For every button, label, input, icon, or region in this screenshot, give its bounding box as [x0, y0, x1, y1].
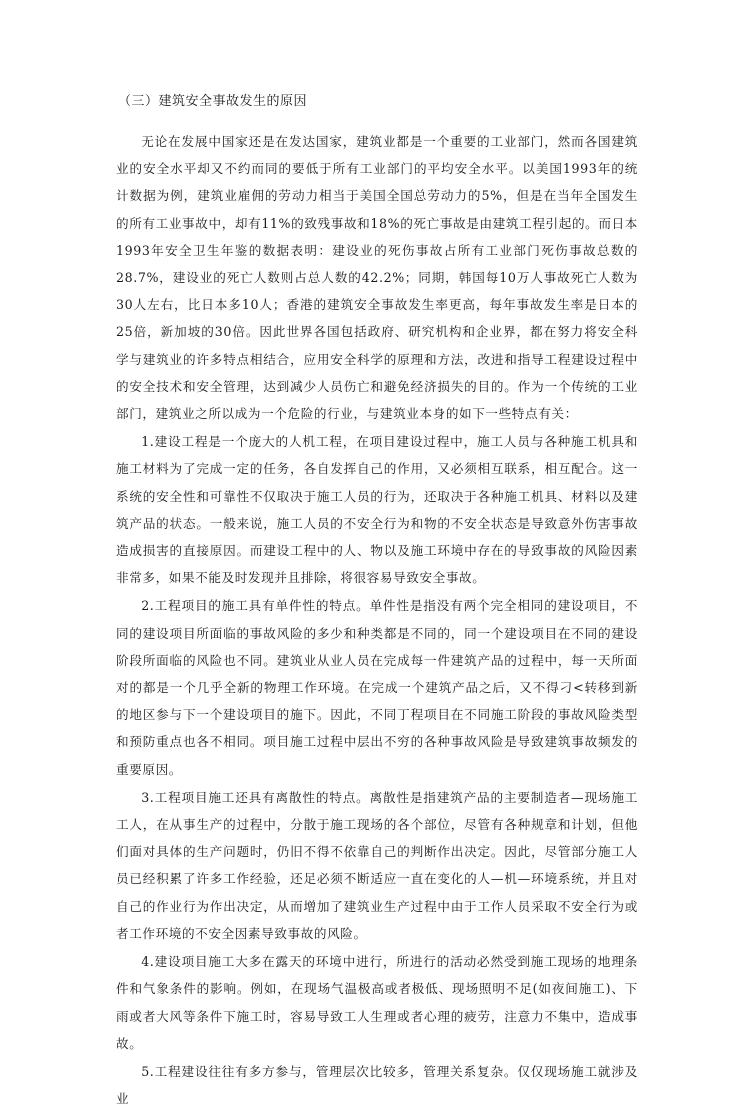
- paragraph-point-3: 3.工程项目施工还具有离散性的特点。离散性是指建筑产品的主要制造者—现场施工工人，在从事生产的过程中，分散于施工现场的各个部位，尽管有各种规章和计划，但他们面对具体的生产问题时，仍旧不得不依靠自己的判断作出决定。因此，尽管部分施工人员已经积累了许多工作经验，还足必须不断适应一直在变化的人—机—环境系统，并且对自己的作业行为作出决定，从而增加了建筑业生产过程中由于工作人员采取不安全行为或者工作环境的不安全因素导致事故的风险。: [116, 789, 638, 941]
- document-body: [116, 92, 638, 1113]
- paragraph-point-2: 2.工程项目的施工具有单件性的特点。单件性是指没有两个完全相同的建设项目，不同的建设项目所面临的事故风险的多少和种类都是不同的，同一个建设项目在不同的建设阶段所面临的风险也不同。建筑业从业人员在完成每一件建筑产品的过程中，每一天所面对的都是一个几乎全新的物理工作环境。在完成一个建筑产品之后，又不得刁<转移到新的地区参与下一个建设项目的施下。因此，不同丁程项目在不同施工阶段的事故风险类型和预防重点也各不相同。项目施工过程中层出不穷的各种事故风险是导致建筑事故频发的重要原因。: [116, 598, 638, 777]
- paragraph-point-1: 1.建设工程是一个庞大的人机工程，在项目建设过程中，施工人员与各种施工机具和施工材料为了完成一定的任务，各自发挥自己的作用，又必须相互联系，相互配合。这一系统的安全性和可靠性不仅取决于施工人员的行为，还取决于各种施工机具、材料以及建筑产品的状态。一般来说，施工人员的不安全行为和物的不安全状态是导致意外伤害事故造成损害的直接原因。而建设工程中的人、物以及施工环境中存在的导致事故的风险因素非常多，如果不能及时发现并且排除，将很容易导致安全事故。: [116, 434, 638, 586]
- section-heading: （三）建筑安全事故发生的原因: [118, 94, 308, 109]
- paragraph-point-5: 5.工程建设往往有多方参与，管理层次比较多，管理关系复杂。仅仅现场施工就涉及业: [116, 1063, 638, 1107]
- paragraph-point-4: 4.建设项目施工大多在露天的环境中进行，所进行的活动必然受到施工现场的地理条件和气象条件的影响。例如，在现场气温极高或者极低、现场照明不足(如夜间施工)、下雨或者大风等条件下施工时，容易导致工人生理或者心理的疲劳，注意力不集中，造成事故。: [116, 954, 638, 1051]
- paragraph-intro: 无论在发展中国家还是在发达国家，建筑业都是一个重要的工业部门，然而各国建筑业的安全水平却又不约而同的要低于所有工业部门的平均安全水平。以美国1993年的统计数据为例，建筑业雇佣的劳动力相当于美国全国总劳动力的5%，但是在当年全国发生的所有工业事故中，却有11%的致残事故和18%的死亡事故是由建筑工程引起的。而日本1993年安全卫生年鉴的数据表明：建设业的死伤事故占所有工业部门死伤事故总数的28.7%，建设业的死亡人数则占总人数的42.2%；同期，韩国每10万人事故死亡人数为30人左右，比日本多10人；香港的建筑安全事故发生率更高，每年事故发生率是日本的25倍，新加坡的30倍。因此世界各国包括政府、研究机构和企业界，都在努力将安全科学与建筑业的许多特点相结合，应用安全科学的原理和方法，改进和指导工程建设过程中的安全技术和安全管理，达到减少人员伤亡和避免经济损失的目的。作为一个传统的工业部门，建筑业之所以成为一个危险的行业，与建筑业本身的如下一些特点有关：: [116, 134, 638, 422]
